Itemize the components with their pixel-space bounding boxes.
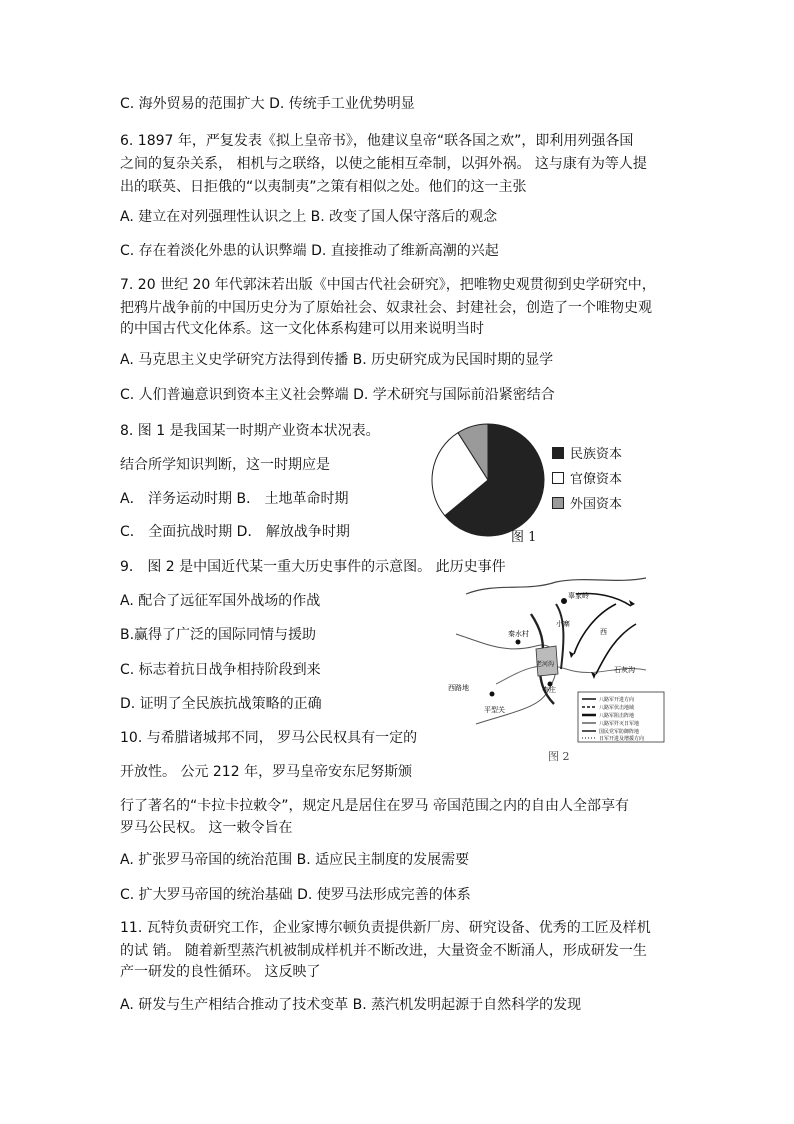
text-line: 9． 图 2 是中国近代某一重大历史事件的示意图。 此历史事件	[120, 559, 506, 575]
map-legend-label: 八路军开进方向	[599, 697, 635, 703]
text-line: 的试 销。 随着新型蒸汽机被制成样机并不断改进，大量资金不断涌人，形成研发一生	[120, 943, 647, 959]
figure-1-caption: 图 1	[511, 530, 537, 545]
legend-swatch	[552, 497, 564, 509]
text-line: C. 扩大罗马帝国的统治基础 D. 使罗马法形成完善的体系	[120, 887, 471, 903]
text-line: A. 建立在对列强理性认识之上 B. 改变了国人保守落后的观念	[120, 209, 498, 225]
text-line: 11. 瓦特负责研究工作，企业家博尔顿负责提供新厂房、研究设备、优秀的工匠及样机	[120, 920, 651, 936]
map-legend-label: 八路军伏击地域	[599, 705, 635, 711]
text-line: 把鸦片战争前的中国历史分为了原始社会、奴隶社会、封建社会，创造了一个唯物史观	[120, 300, 652, 316]
map-legend-label: 八路军阻击阵地	[599, 713, 635, 719]
figure-2-caption: 图 2	[548, 750, 570, 763]
legend-swatch	[552, 472, 564, 484]
text-line: 开放性。 公元 212 年，罗马皇帝安东尼努斯颁	[120, 764, 413, 780]
map-place-label: 李庄	[542, 686, 556, 694]
legend-label: 官僚资本	[570, 472, 623, 487]
text-line: C. 标志着抗日战争相持阶段到来	[120, 662, 321, 678]
text-line: B.赢得了广泛的国际同情与援助	[120, 627, 317, 643]
text-line: C. 人们普遍意识到资本主义社会弊端 D. 学术研究与国际前沿紧密结合	[120, 387, 555, 403]
legend-item	[552, 490, 622, 515]
text-line: 的中国古代文化体系。这一文化体系构建可以用来说明当时	[120, 321, 484, 337]
map-legend-label: 八路军歼灭日军地	[599, 721, 640, 727]
legend-label: 外国资本	[570, 497, 623, 512]
pie-svg	[428, 420, 548, 540]
map-place-label: 秦水村	[508, 630, 529, 638]
map-place-label: 西	[600, 628, 607, 636]
text-line: 10. 与希腊诸城邦不同， 罗马公民权具有一定的	[120, 730, 418, 746]
text-line: A. 配合了远征军国外战场的作战	[120, 593, 321, 609]
map-place-label: 石灰沟	[614, 666, 635, 674]
map-place-label: 西路地	[448, 684, 469, 692]
legend-item	[552, 440, 622, 465]
text-line: 产一研发的良性循环。 这反映了	[120, 964, 321, 980]
figure-2-map	[446, 574, 666, 744]
text-line: 行了著名的“卡拉卡拉敕令”，规定凡是居住在罗马 帝国范围之内的自由人全部享有	[120, 798, 629, 814]
text-line: 6. 1897 年，严复发表《拟上皇帝书》，他建议皇帝“联各国之欢”，即利用列强各国	[120, 133, 634, 149]
map-legend-label: 日军开进及增援方向	[599, 736, 645, 742]
text-line: C. 存在着淡化外患的认识弊端 D. 直接推动了维新高潮的兴起	[120, 243, 499, 259]
text-line: A． 洋务运动时期 B． 土地革命时期	[120, 491, 349, 507]
legend-label: 民族资本	[570, 447, 623, 462]
map-place-label: 辜家岭	[568, 592, 589, 600]
text-line: C. 海外贸易的范围扩大 D. 传统手工业优势明显	[120, 96, 415, 112]
map-svg	[446, 574, 666, 744]
legend-swatch	[552, 447, 564, 459]
map-place-label: 小寨	[556, 620, 570, 628]
map-place-label: 老河沟	[536, 661, 555, 668]
text-line: A. 扩张罗马帝国的统治范围 B. 适应民主制度的发展需要	[120, 852, 470, 868]
text-line: C． 全面抗战时期 D． 解放战争时期	[120, 524, 350, 540]
text-line: 罗马公民权。 这一敕令旨在	[120, 820, 293, 836]
map-legend-label: 国民党军防御阵地	[599, 729, 640, 735]
legend-item	[552, 465, 622, 490]
text-line: A. 马克思主义史学研究方法得到传播 B. 历史研究成为民国时期的显学	[120, 352, 554, 368]
text-line: A. 研发与生产相结合推动了技术变革 B. 蒸汽机发明起源于自然科学的发现	[120, 997, 582, 1013]
text-line: 之间的复杂关系， 相机与之联络，以使之能相互牵制，以弭外祸。 这与康有为等人提	[120, 156, 647, 172]
text-line: 8. 图 1 是我国某一时期产业资本状况表。	[120, 423, 380, 439]
text-line: 结合所学知识判断，这一时期应是	[120, 457, 330, 473]
text-line: 7. 20 世纪 20 年代郭沫若出版《中国古代社会研究》，把唯物史观贯彻到史学研究中，	[120, 277, 656, 293]
text-line: 出的联英、日拒俄的“以夷制夷”之策有相似之处。他们的这一主张	[120, 179, 527, 195]
text-line: D. 证明了全民族抗战策略的正确	[120, 696, 322, 712]
pie-legend	[552, 440, 622, 515]
map-place-label: 平型关	[484, 706, 505, 714]
